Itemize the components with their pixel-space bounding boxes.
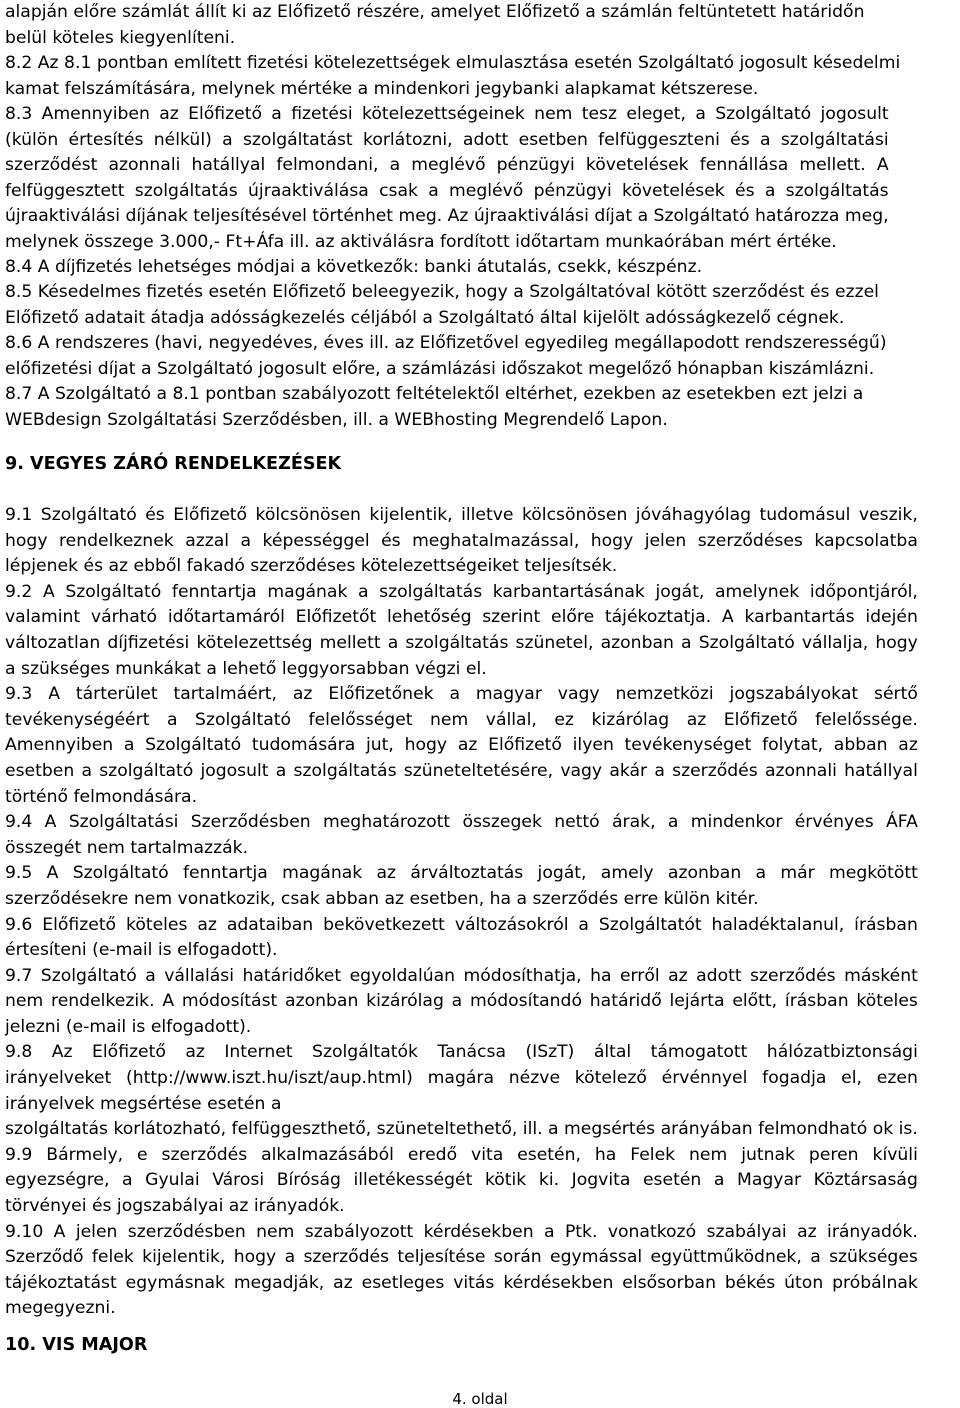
- text-line: változatlan díjfizetési kötelezettség mellett a szolgáltatás szünetel, azonban a Szolgáltató vállalja, hogy: [5, 632, 918, 653]
- paragraph-8-5: [5, 280, 879, 331]
- paragraph-8-2: [5, 51, 900, 102]
- text-line: hogy rendelkeznek azzal a képességgel és meghatalmazással, hogy jelen szerződéses kapcsolatba: [5, 530, 918, 551]
- text-line: valamint várható időtartamáról Előfizetőt lehetőség szerint előre tájékoztatja. A karbantartás idején: [5, 607, 918, 628]
- text-line: 8.7 A Szolgáltató a 8.1 pontban szabályozott feltételektől eltérhet, ezekben az esetekben ezt jelzi a: [5, 384, 864, 404]
- text-line: felfüggesztett szolgáltatás újraaktiválása csak a meglévő pénzügyi követelések és a szolgáltatás: [5, 180, 889, 201]
- text-line: történő felmondására.: [5, 786, 198, 807]
- text-line: 8.5 Késedelmes fizetés esetén Előfizető beleegyezik, hogy a Szolgáltatóval kötött szerződést és ezzel: [5, 282, 879, 302]
- text-line: 8.3 Amennyiben az Előfizető a fizetési kötelezettségeinek nem tesz eleget, a Szolgáltató jogosult: [5, 104, 889, 124]
- text-line: (külön értesítés nélkül) a szolgáltatást korlátozni, adott esetben felfüggeszteni és a szolgáltatási: [5, 129, 889, 150]
- paragraph-8-3: [5, 102, 889, 256]
- section-heading-9: 9. VEGYES ZÁRÓ RENDELKEZÉSEK: [5, 454, 342, 474]
- text-line: megegyezni.: [5, 1298, 116, 1319]
- paragraph-8-4: [5, 255, 702, 281]
- paragraph-8-1-continuation: [5, 0, 864, 51]
- text-line: tevékenységéért a Szolgáltató felelősséget nem vállal, ez kizárólag az Előfizető felelőssége.: [5, 709, 918, 730]
- section-9-body: [5, 503, 918, 1322]
- text-line: belül köteles kiegyenlíteni.: [5, 27, 236, 48]
- text-line: újraaktiválási díjának teljesítésével történhet meg. Az újraaktiválási díjat a Szolgáltató határozza meg,: [5, 206, 889, 227]
- paragraph-8-7: [5, 382, 863, 433]
- text-line: szolgáltatás korlátozható, felfüggeszthető, szüneteltethető, ill. a megsértés arányában felmondható ok is.: [5, 1119, 918, 1140]
- text-line: szerződést azonnali hatállyal felmondani, a meglévő pénzügyi követelések fennállása mellett. A: [5, 155, 889, 176]
- text-line: 9.2 A Szolgáltató fenntartja magának a szolgáltatás karbantartásának jogát, amelynek időpontjáról,: [5, 581, 918, 602]
- text-line: 9.9 Bármely, e szerződés alkalmazásából eredő vita esetén, ha Felek nem jutnak peren kívüli: [5, 1144, 918, 1165]
- text-line: Szerződő felek kijelentik, hogy a szerződés teljesítése során egymással együttműködnek, a szükséges: [5, 1247, 918, 1268]
- text-line: alapján előre számlát állít ki az Előfizető részére, amelyet Előfizető a számlán feltüntetett határidőn: [5, 2, 865, 22]
- text-line: 9.10 A jelen szerződésben nem szabályozott kérdésekben a Ptk. vonatkozó szabályai az irányadók.: [5, 1221, 918, 1242]
- text-line: 9.8 Az Előfizető az Internet Szolgáltatók Tanácsa (ISzT) által támogatott hálózatbiztonsági: [5, 1042, 918, 1063]
- text-line: melynek összege 3.000,- Ft+Áfa ill. az aktiválásra fordított időtartam munkaórában mért értéke.: [5, 231, 837, 252]
- text-line: irányelveket (http://www.iszt.hu/iszt/aup.html) magára nézve kötelező érvénnyel fogadja el, ezen: [5, 1068, 918, 1089]
- text-line: 9.5 A Szolgáltató fenntartja magának az árváltoztatás jogát, amely azonban a már megkötött: [5, 863, 918, 884]
- text-line: Előfizető adatait átadja adósságkezelés céljából a Szolgáltató által kijelölt adósságkezelő cégnek.: [5, 307, 845, 328]
- text-line: lépjenek és az ebből fakadó szerződéses kötelezettségeiket teljesítsék.: [5, 556, 618, 577]
- text-line: egyezségre, a Gyulai Városi Bíróság illetékességét kötik ki. Jogvita esetén a Magyar Köztársaság: [5, 1170, 918, 1191]
- text-line: tájékoztatást egymásnak megadják, az esetleges vitás kérdésekben elsősorban békés úton próbálnak: [5, 1272, 918, 1293]
- text-line: 8.2 Az 8.1 pontban említett fizetési kötelezettségek elmulasztása esetén Szolgáltató jogosult késedelmi: [5, 53, 901, 73]
- text-line: irányelvek megsértése esetén a: [5, 1093, 282, 1114]
- text-line: 9.6 Előfizető köteles az adataiban bekövetkezett változásokról a Szolgáltatót haladéktalanul, írásban: [5, 914, 918, 935]
- text-line: a szükséges munkákat a lehető leggyorsabban végzi el.: [5, 658, 487, 679]
- text-line: Amennyiben a Szolgáltató tudomására jut, hogy az Előfizető ilyen tevékenységet folytat, abban az: [5, 735, 918, 756]
- text-line: törvényei és jogszabályai az irányadók.: [5, 1196, 345, 1217]
- paragraph-8-6: [5, 331, 887, 382]
- text-line: nem rendelkezik. A módosítást azonban kizárólag a módosítandó határidő lejárta előtt, írásban köteles: [5, 991, 918, 1012]
- text-line: értesíteni (e-mail is elfogadott).: [5, 940, 278, 961]
- text-line: 9.3 A tárterület tartalmáért, az Előfizetőnek a magyar vagy nemzetközi jogszabályokat sértő: [5, 684, 918, 705]
- text-line: kamat felszámítására, melynek mértéke a mindenkori jegybanki alapkamat kétszerese.: [5, 78, 759, 99]
- text-line: 9.1 Szolgáltató és Előfizető kölcsönösen kijelentik, illetve kölcsönösen jóváhagyólag tudomásul veszik,: [5, 505, 918, 525]
- section-heading-10: 10. VIS MAJOR: [5, 1335, 148, 1355]
- text-line: összegét nem tartalmazzák.: [5, 837, 249, 858]
- text-line: WEBdesign Szolgáltatási Szerződésben, ill. a WEBhosting Megrendelő Lapon.: [5, 409, 668, 430]
- text-line: szerződésekre nem vonatkozik, csak abban az esetben, ha a szerződés erre külön kitér.: [5, 888, 759, 909]
- text-line: 8.4 A díjfizetés lehetséges módjai a következők: banki átutalás, csekk, készpénz.: [5, 257, 703, 277]
- text-line: 8.6 A rendszeres (havi, negyedéves, éves ill. az Előfizetővel egyedileg megállapodott rendszerességű): [5, 333, 887, 353]
- text-line: esetben a szolgáltató jogosult a szolgáltatás szüneteltetésére, vagy akár a szerződés azonnali hatállyal: [5, 760, 918, 781]
- text-line: előfizetési díjat a Szolgáltató jogosult előre, a számlázási időszakot megelőző hónapban kiszámlázni.: [5, 358, 875, 379]
- text-line: 9.7 Szolgáltató a vállalási határidőket egyoldalúan módosíthatja, ha erről az adott szerződés másként: [5, 965, 918, 986]
- text-line: 9.4 A Szolgáltatási Szerződésben meghatározott összegek nettó árak, a mindenkor érvényes ÁFA: [5, 812, 918, 833]
- text-line: jelezni (e-mail is elfogadott).: [5, 1016, 252, 1037]
- page-number: 4. oldal: [452, 1390, 508, 1408]
